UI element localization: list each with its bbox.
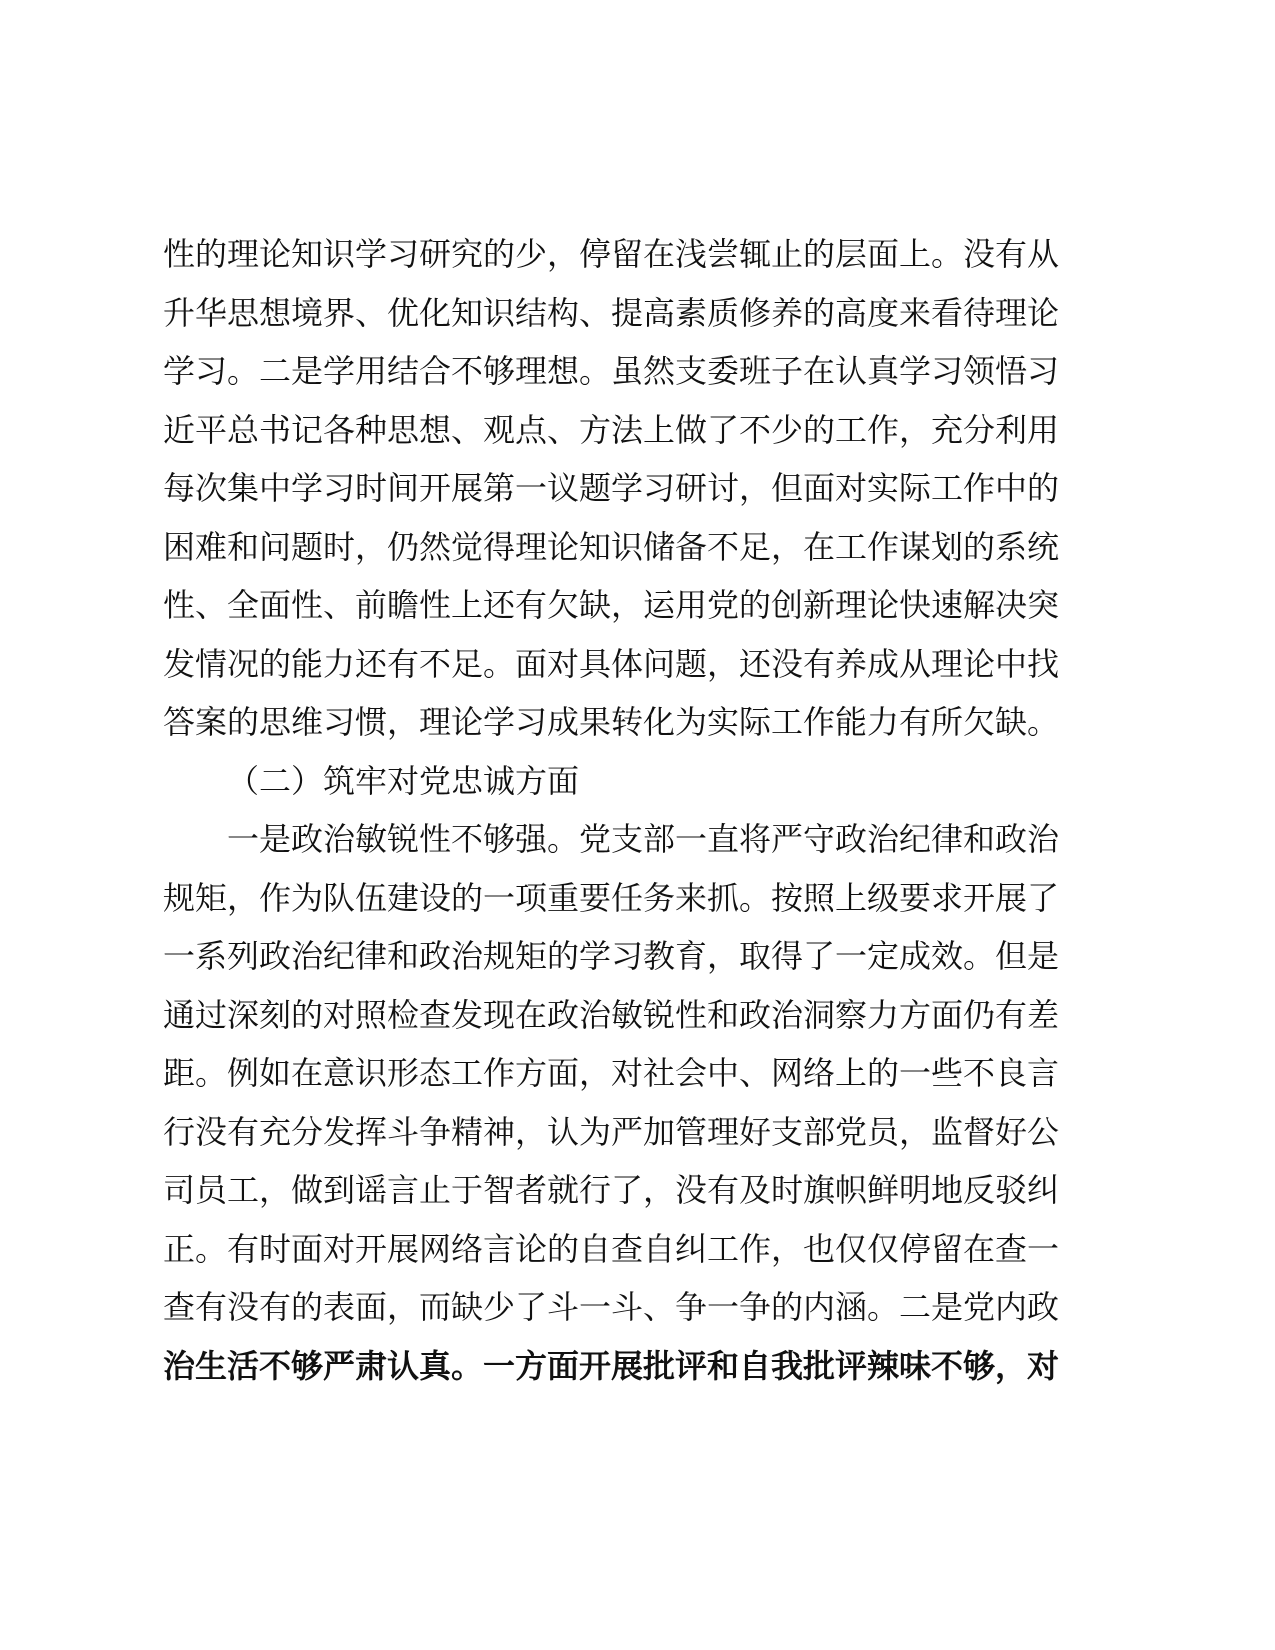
text-line: 困难和问题时，仍然觉得理论知识储备不足，在工作谋划的系统	[163, 527, 1060, 566]
paragraph-first-line: 一是政治敏锐性不够强。党支部一直将严守政治纪律和政治	[227, 820, 1060, 858]
text-line: 近平总书记各种思想、观点、方法上做了不少的工作，充分利用	[163, 410, 1060, 449]
text-line: 每次集中学习时间开展第一议题学习研讨，但面对实际工作中的	[163, 469, 1060, 507]
section-heading: （二）筑牢对党忠诚方面	[227, 761, 580, 800]
text-line: 发情况的能力还有不足。面对具体问题，还没有养成从理论中找	[163, 644, 1060, 683]
text-line: 性、全面性、前瞻性上还有欠缺，运用党的创新理论快速解决突	[163, 586, 1060, 624]
text-line: 正。有时面对开展网络言论的自查自纠工作，也仅仅停留在查一	[163, 1229, 1060, 1268]
text-line: 规矩，作为队伍建设的一项重要任务来抓。按照上级要求开展了	[163, 878, 1060, 917]
text-line: 学习。二是学用结合不够理想。虽然支委班子在认真学习领悟习	[163, 352, 1060, 390]
text-line: 行没有充分发挥斗争精神，认为严加管理好支部党员，监督好公	[163, 1112, 1060, 1151]
text-line: 查有没有的表面，而缺少了斗一斗、争一争的内涵。二是党内政	[163, 1288, 1060, 1326]
text-line: 升华思想境界、优化知识结构、提高素质修养的高度来看待理论	[163, 293, 1060, 332]
text-line: 通过深刻的对照检查发现在政治敏锐性和政治洞察力方面仍有差	[163, 995, 1060, 1034]
body-text	[163, 225, 1103, 1395]
text-line-bold: 治生活不够严肃认真。一方面开展批评和自我批评辣味不够，对	[163, 1346, 1060, 1385]
text-line: 一系列政治纪律和政治规矩的学习教育，取得了一定成效。但是	[163, 937, 1060, 975]
text-line: 司员工，做到谣言止于智者就行了，没有及时旗帜鲜明地反驳纠	[163, 1171, 1060, 1209]
text-line: 距。例如在意识形态工作方面，对社会中、网络上的一些不良言	[163, 1054, 1060, 1092]
text-line: 答案的思维习惯，理论学习成果转化为实际工作能力有所欠缺。	[163, 703, 1060, 741]
text-line: 性的理论知识学习研究的少，停留在浅尝辄止的层面上。没有从	[163, 235, 1060, 273]
